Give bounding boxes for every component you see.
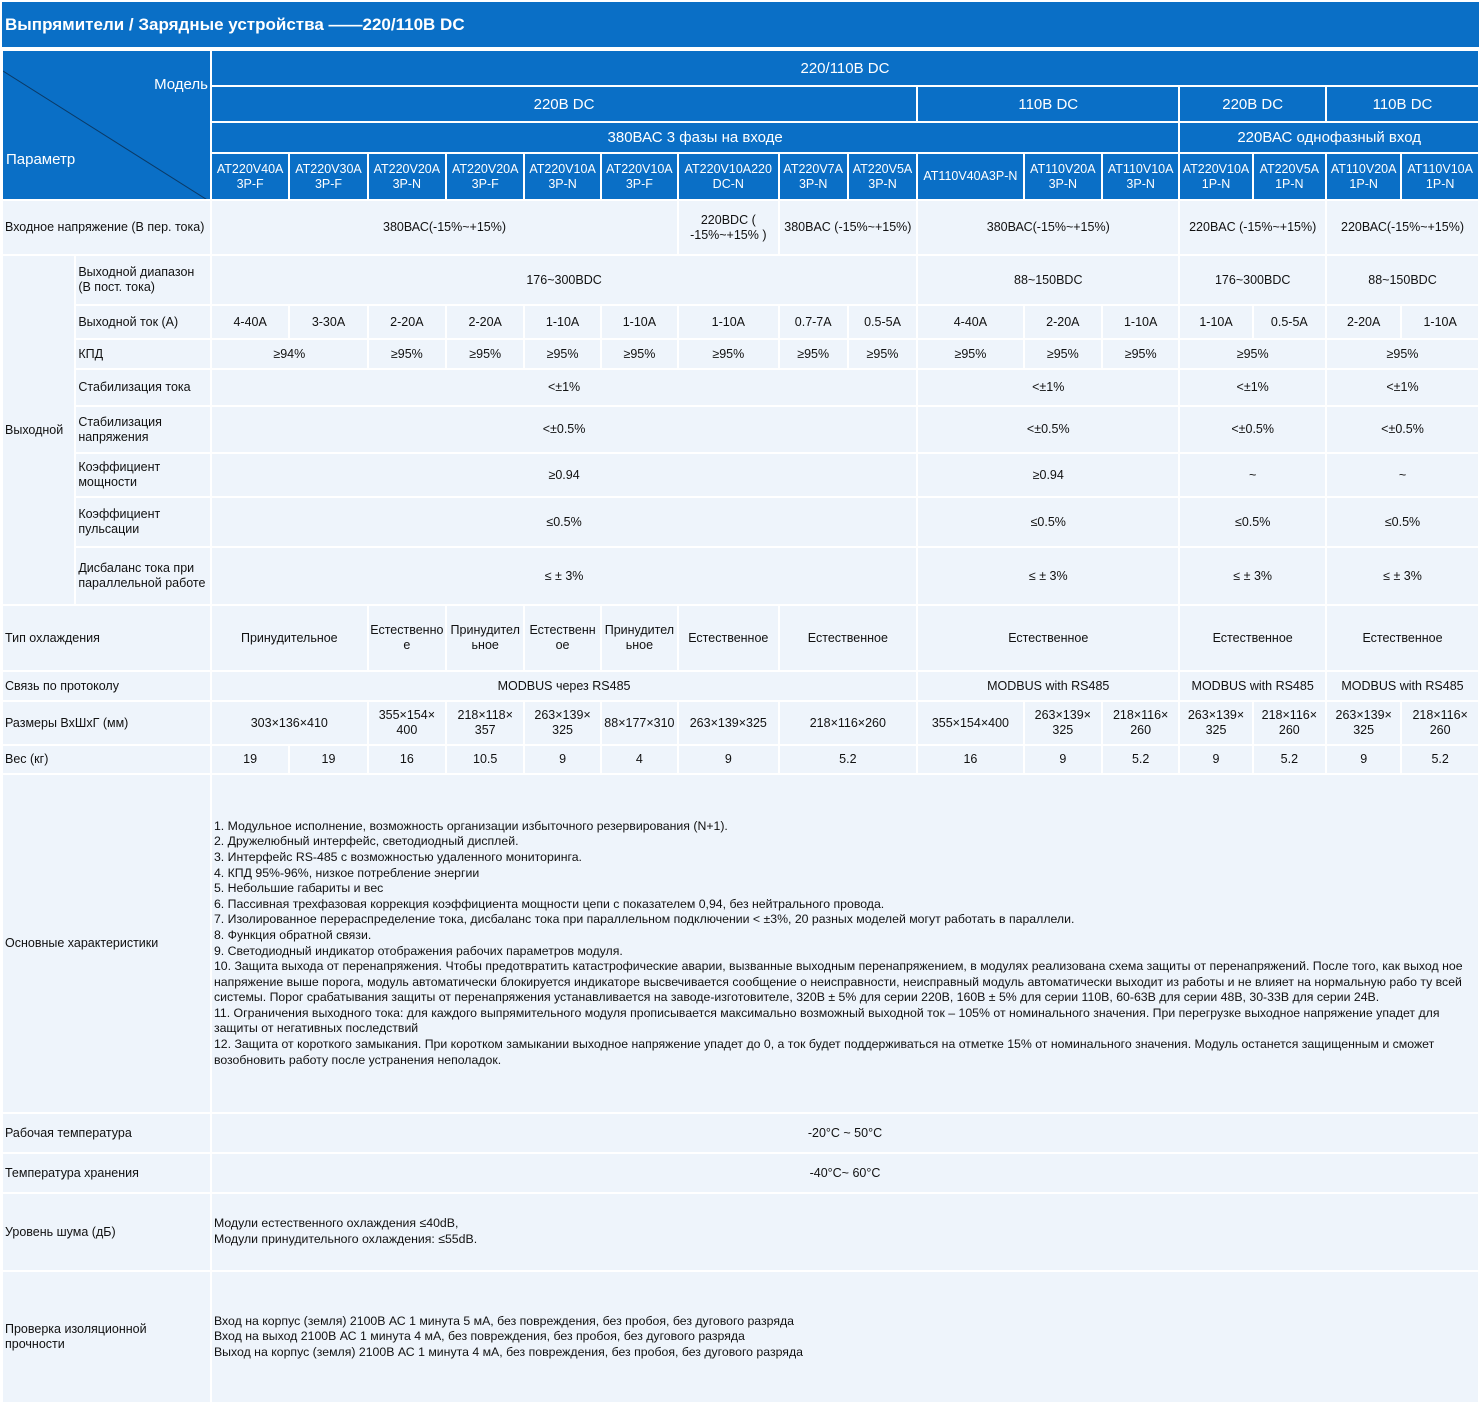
table-row	[3, 1194, 1478, 1270]
row-label-output-current: Выходной ток (А)	[76, 306, 210, 338]
cell: 218×116× 260	[1254, 702, 1325, 744]
row-label-weight: Вес (кг)	[3, 746, 210, 773]
cell: 9	[1025, 746, 1101, 773]
cell: <±1%	[212, 370, 916, 405]
cell: 2-20A	[369, 306, 445, 338]
row-label-output-range: Выходной диапазон (В пост. тока)	[76, 256, 210, 304]
table-row	[3, 672, 1478, 700]
cell: 16	[369, 746, 445, 773]
cell: 3-30A	[290, 306, 366, 338]
cell: ≥95%	[447, 340, 523, 368]
insulation-line: Вход на корпус (земля) 2100В АС 1 минута 5 мА, без повреждения, без пробоя, без дугового разряда	[213, 1313, 795, 1328]
model-header: AT220V7A 3P-N	[780, 154, 847, 199]
cell: 220ВАС(-15%~+15%)	[1327, 201, 1478, 254]
insulation-line: Выход на корпус (земля) 2100В АС 1 минута 4 мА, без повреждения, без пробоя, без дугового разряда	[213, 1344, 803, 1359]
feature-item: 5. Небольшие габариты и вес	[213, 881, 384, 896]
row-label-insulation: Проверка изоляционной прочности	[3, 1272, 210, 1402]
model-header: AT220V10A 3P-F	[602, 154, 677, 199]
cell: ≥95%	[525, 340, 599, 368]
row-label-cooling: Тип охлаждения	[3, 606, 210, 670]
cell: 0.5-5A	[849, 306, 916, 338]
cell: 218×118× 357	[447, 702, 523, 744]
cell: MODBUS через RS485	[212, 672, 916, 700]
cell: 1-10A	[1402, 306, 1478, 338]
cell: 88×177×310	[602, 702, 677, 744]
cell: <±0.5%	[1327, 407, 1478, 452]
table-row	[3, 606, 1478, 670]
corner-diagonal	[3, 51, 209, 199]
cell: 303×136×410	[212, 702, 367, 744]
model-label: Модель	[154, 76, 208, 93]
header-corner	[3, 51, 210, 199]
page-title: Выпрямители / Зарядные устройства ——220/110В DC	[2, 2, 1479, 47]
input-1ph-header: 220ВАС однофазный вход	[1180, 123, 1478, 152]
spec-table	[1, 49, 1480, 1404]
row-label-voltage-stab: Стабилизация напряжения	[76, 407, 210, 452]
cell: ~	[1180, 454, 1325, 496]
cell: ≥95%	[780, 340, 847, 368]
cell: ≤0.5%	[918, 498, 1178, 546]
cell: ≤0.5%	[212, 498, 916, 546]
table-row	[3, 775, 1478, 1112]
cell: <±1%	[1327, 370, 1478, 405]
table-row	[3, 306, 1478, 338]
subgroup-110-b: 110В DC	[1327, 87, 1478, 121]
cell: 0.5-5A	[1254, 306, 1325, 338]
row-label-features: Основные характеристики	[3, 775, 210, 1112]
table-row	[3, 256, 1478, 304]
table-row	[3, 340, 1478, 368]
subgroup-110-a: 110В DC	[918, 87, 1178, 121]
param-label: Параметр	[6, 151, 76, 168]
cell: MODBUS with RS485	[1180, 672, 1325, 700]
row-label-power-factor: Коэффициент мощности	[76, 454, 210, 496]
cell: 218×116× 260	[1402, 702, 1478, 744]
cell: <±1%	[1180, 370, 1325, 405]
cell: Принудительное	[212, 606, 367, 670]
subgroup-220-a: 220В DC	[212, 87, 916, 121]
subgroup-220-b: 220В DC	[1180, 87, 1325, 121]
input-3ph-header: 380ВАС 3 фазы на входе	[212, 123, 1178, 152]
cell: Принудител ьное	[602, 606, 677, 670]
row-label-storage-temp: Температура хранения	[3, 1154, 210, 1192]
model-header: AT220V5A 3P-N	[849, 154, 916, 199]
model-header: AT220V20A 3P-F	[447, 154, 523, 199]
table-row	[3, 498, 1478, 546]
cell: ≥95%	[602, 340, 677, 368]
feature-item: 1. Модульное исполнение, возможность организации избыточного резервирования (N+1).	[213, 818, 728, 833]
cell: ≥95%	[1103, 340, 1178, 368]
cell: 9	[1180, 746, 1251, 773]
cell: 88~150BDC	[918, 256, 1178, 304]
cell: 2-20A	[1327, 306, 1400, 338]
cell: 380BAC (-15%~+15%)	[780, 201, 917, 254]
cell: 1-10A	[1103, 306, 1178, 338]
model-header: AT110V10A 1P-N	[1402, 154, 1478, 199]
model-header: AT110V40A3P-N	[918, 154, 1022, 199]
cell: 5.2	[1402, 746, 1478, 773]
cell: 10.5	[447, 746, 523, 773]
cell: 5.2	[1103, 746, 1178, 773]
cell: 218×116× 260	[1103, 702, 1178, 744]
table-row	[3, 1154, 1478, 1192]
cell: 1-10A	[679, 306, 777, 338]
cell: 9	[525, 746, 599, 773]
cell: 355×154×400	[918, 702, 1022, 744]
model-header: AT220V30A 3P-F	[290, 154, 366, 199]
cell: 220BAC (-15%~+15%)	[1180, 201, 1325, 254]
table-row	[3, 1114, 1478, 1152]
cell: 220BDC ( -15%~+15% )	[679, 201, 777, 254]
table-row	[3, 746, 1478, 773]
cell: 19	[212, 746, 288, 773]
cell: 263×139× 325	[525, 702, 599, 744]
feature-item: 9. Светодиодный индикатор отображения рабочих параметров модуля.	[213, 943, 623, 958]
cell: 355×154× 400	[369, 702, 445, 744]
cell: ≤ ± 3%	[1180, 548, 1325, 604]
cell: Естественное	[679, 606, 777, 670]
feature-item: 8. Функция обратной связи.	[213, 927, 372, 942]
table-row	[3, 407, 1478, 452]
cell: 88~150BDC	[1327, 256, 1478, 304]
cell: <±0.5%	[1180, 407, 1325, 452]
cell: Естественное	[780, 606, 917, 670]
row-group-output: Выходной	[3, 256, 74, 604]
cell: 263×139×325	[679, 702, 777, 744]
cell: 2-20A	[1025, 306, 1101, 338]
cell: 9	[1327, 746, 1400, 773]
insulation-line: Вход на выход 2100В АС 1 минута 4 мА, без повреждения, без пробоя, без дугового разряда	[213, 1329, 745, 1344]
row-label-input-voltage: Входное напряжение (В пер. тока)	[3, 201, 210, 254]
cell: ≥0.94	[212, 454, 916, 496]
cell: 176~300BDC	[1180, 256, 1325, 304]
cell: 176~300BDC	[212, 256, 916, 304]
cell: ≤0.5%	[1180, 498, 1325, 546]
cell: 9	[679, 746, 777, 773]
cell: ≥95%	[1327, 340, 1478, 368]
model-header: AT110V10A 3P-N	[1103, 154, 1178, 199]
cell: 4-40A	[212, 306, 288, 338]
cell: ≥95%	[849, 340, 916, 368]
feature-item: 12. Защита от короткого замыкания. При коротком замыкании выходное напряжение упадет до 0, а ток будет поддерживаться на отметке 15% от номинального значения. Модуль останется защищенным и сможет возобновить работу после устранения неполадок.	[213, 1037, 1435, 1067]
cell: 1-10A	[525, 306, 599, 338]
cell: Естественно е	[369, 606, 445, 670]
cell: 5.2	[780, 746, 917, 773]
table-row	[3, 201, 1478, 254]
cell: -40°C~ 60°C	[212, 1154, 1478, 1192]
cell: 218×116×260	[780, 702, 917, 744]
row-label-work-temp: Рабочая температура	[3, 1114, 210, 1152]
model-header: AT110V20A 3P-N	[1025, 154, 1101, 199]
cell: 380ВАС(-15%~+15%)	[918, 201, 1178, 254]
cell: Естественное	[1180, 606, 1325, 670]
cell: ≥94%	[212, 340, 367, 368]
cell: Естественное	[918, 606, 1178, 670]
cell: MODBUS with RS485	[918, 672, 1178, 700]
feature-item: 7. Изолированное перераспределение тока, дисбаланс тока при параллельном подключении < ±3%, 20 разных моделей могут работать в параллели.	[213, 912, 1075, 927]
cell: 5.2	[1254, 746, 1325, 773]
model-header: AT220V20A 3P-N	[369, 154, 445, 199]
model-header: AT220V40A 3P-F	[212, 154, 288, 199]
feature-item: 2. Дружелюбный интерфейс, светодиодный дисплей.	[213, 834, 519, 849]
cell: 1-10A	[602, 306, 677, 338]
row-label-current-stab: Стабилизация тока	[76, 370, 210, 405]
noise-text	[212, 1194, 1478, 1270]
feature-item: 10. Защита выхода от перенапряжения. Чтобы предотвратить катастрофические аварии, вызванные выходным перенапряжением, в модулях реализована схема защиты от перенапряжений. После того, как выход ное напряжение выше порога, модуль автоматически блокируется индикаторе высвечивается сообщение о неисправности, неисправный модуль автоматически выходит из работы и не влияет на нормальную рабо ту всей системы. Порог срабатывания защиты от перенапряжения устанавливается на заводе-изготовителе, 320В ± 5% для серии 220В, 160В ± 5% для серии 110В, 60-63В для серии 48В, 30-33В для серии 24В.	[213, 959, 1463, 1005]
feature-item: 3. Интерфейс RS-485 с возможностью удаленного мониторинга.	[213, 849, 582, 864]
cell: 16	[918, 746, 1022, 773]
cell: ~	[1327, 454, 1478, 496]
cell: -20°C ~ 50°C	[212, 1114, 1478, 1152]
model-header: AT220V10A 1P-N	[1180, 154, 1251, 199]
noise-line: Модули принудительного охлаждения: ≤55dB.	[213, 1232, 478, 1246]
cell: 263×139× 325	[1180, 702, 1251, 744]
cell: 1-10A	[1180, 306, 1251, 338]
table-row	[3, 370, 1478, 405]
model-header: AT110V20A 1P-N	[1327, 154, 1400, 199]
cell: ≥95%	[918, 340, 1022, 368]
cell: ≥95%	[369, 340, 445, 368]
cell: <±1%	[918, 370, 1178, 405]
cell: ≥95%	[679, 340, 777, 368]
feature-item: 6. Пассивная трехфазовая коррекция коэффициента мощности цепи с показателем 0,94, без нейтрального провода.	[213, 896, 885, 911]
cell: ≥95%	[1025, 340, 1101, 368]
cell: Естественн ое	[525, 606, 599, 670]
cell: <±0.5%	[918, 407, 1178, 452]
cell: <±0.5%	[212, 407, 916, 452]
features-list	[212, 775, 1478, 1112]
row-label-ripple: Коэффициент пульсации	[76, 498, 210, 546]
cell: ≤ ± 3%	[212, 548, 916, 604]
cell: ≤ ± 3%	[1327, 548, 1478, 604]
cell: Принудител ьное	[447, 606, 523, 670]
table-row	[3, 1272, 1478, 1402]
cell: MODBUS with RS485	[1327, 672, 1478, 700]
row-label-noise: Уровень шума (дБ)	[3, 1194, 210, 1270]
cell: ≥0.94	[918, 454, 1178, 496]
row-label-protocol: Связь по протоколу	[3, 672, 210, 700]
feature-item: 11. Ограничения выходного тока: для каждого выпрямительного модуля прописывается максимально возможный выходной ток – 105% от номинального значения. При перегрузке выходное напряжение упадет для защиты от негативных последствий	[213, 1005, 1440, 1036]
cell: 263×139× 325	[1327, 702, 1400, 744]
model-header: AT220V10A 3P-N	[525, 154, 599, 199]
cell: 19	[290, 746, 366, 773]
cell: 4-40A	[918, 306, 1022, 338]
cell: ≤ ± 3%	[918, 548, 1178, 604]
cell: 380ВАС(-15%~+15%)	[212, 201, 677, 254]
cell: 4	[602, 746, 677, 773]
cell: 263×139× 325	[1025, 702, 1101, 744]
row-label-efficiency: КПД	[76, 340, 210, 368]
table-row	[3, 454, 1478, 496]
cell: Естественное	[1327, 606, 1478, 670]
cell: 0.7-7A	[780, 306, 847, 338]
feature-item: 4. КПД 95%-96%, низкое потребление энергии	[213, 865, 480, 880]
model-header: AT220V10A220 DC-N	[679, 154, 777, 199]
table-row	[3, 548, 1478, 604]
group-220-110: 220/110В DC	[212, 51, 1478, 85]
row-label-dimensions: Размеры ВхШхГ (мм)	[3, 702, 210, 744]
cell: ≤0.5%	[1327, 498, 1478, 546]
cell: 2-20A	[447, 306, 523, 338]
cell: ≥95%	[1180, 340, 1325, 368]
row-label-imbalance: Дисбаланс тока при параллельной работе	[76, 548, 210, 604]
noise-line: Модули естественного охлаждения ≤40dB,	[213, 1216, 459, 1231]
model-header: AT220V5A 1P-N	[1254, 154, 1325, 199]
insulation-text	[212, 1272, 1478, 1402]
table-row	[3, 702, 1478, 744]
